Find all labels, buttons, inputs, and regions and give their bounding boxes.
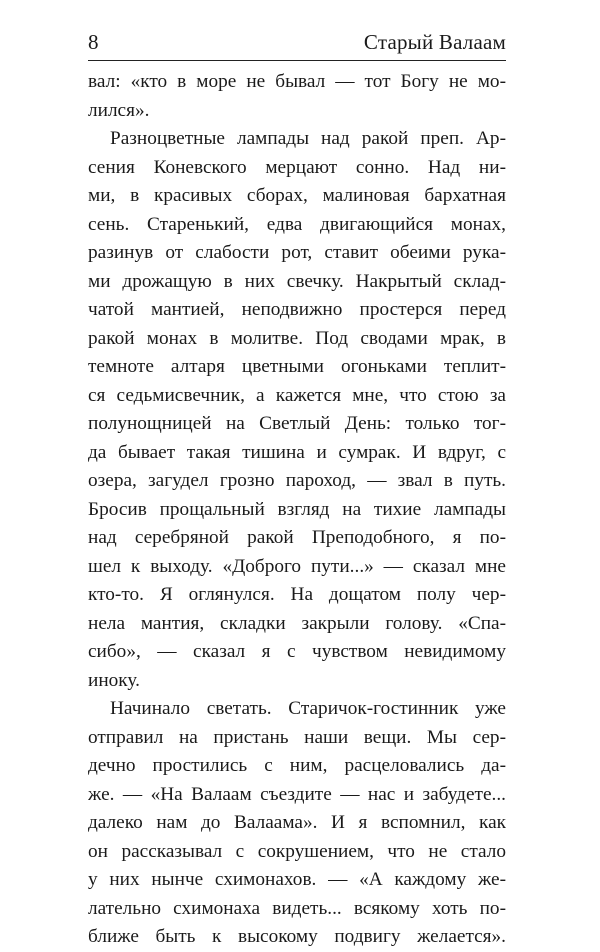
text-line: Разноцветные лампады над ракой преп. Ар-: [110, 128, 506, 149]
text-line: озера, загудел грозно пароход, — звал в путь.: [88, 470, 506, 491]
text-line: ся седьмисвечник, а кажется мне, что стою за: [88, 384, 506, 406]
body-text: [88, 68, 506, 952]
page-number: 8: [88, 30, 99, 54]
text-line: разинув от слабости рот, ставит обеими рука-: [88, 242, 506, 263]
text-line: Бросив прощальный взгляд на тихие лампады: [88, 498, 506, 520]
text-line: дечно простились с ним, расцеловались да-: [88, 755, 506, 776]
text-line: шел к выходу. «Доброго пути...» — сказал мне: [88, 555, 506, 577]
text-line: да бывает такая тишина и сумрак. И вдруг, с: [88, 441, 506, 463]
text-line: нела мантия, складки закрыли голову. «Спа-: [88, 612, 506, 634]
header-rule: [88, 60, 506, 61]
text-line: чатой мантией, неподвижно простерся перед: [88, 299, 506, 320]
text-line: лился».: [88, 99, 150, 121]
paragraph: [88, 68, 506, 125]
text-line: же. — «На Валаам съездите — нас и забудете...: [88, 783, 506, 805]
text-line: сибо», — сказал я с чувством невидимому: [88, 641, 506, 662]
text-line: Начинало светать. Старичок-гостинник уже: [110, 698, 506, 719]
paragraph: [88, 695, 506, 952]
text-line: сень. Старенький, едва двигающийся монах,: [88, 213, 506, 235]
text-line: далеко нам до Валаама». И я вспомнил, как: [88, 812, 506, 833]
text-line: сения Коневского мерцают сонно. Над ни-: [88, 156, 506, 178]
text-line: ми дрожащую в них свечку. Накрытый склад-: [88, 270, 506, 292]
running-title: Старый Валаам: [363, 30, 506, 54]
text-line: ближе быть к высокому подвигу желается».: [88, 926, 506, 947]
paragraph: [88, 125, 506, 695]
text-line: иноку.: [88, 669, 140, 691]
text-line: вал: «кто в море не бывал — тот Богу не мо-: [88, 71, 506, 92]
running-head: [88, 22, 506, 62]
text-line: у них нынче схимонахов. — «А каждому же-: [88, 869, 506, 890]
text-line: темноте алтаря цветными огоньками теплит-: [88, 356, 506, 377]
text-line: отправил на пристань наши вещи. Мы сер-: [88, 726, 506, 748]
text-line: ракой монах в молитве. Под сводами мрак, в: [88, 327, 506, 349]
text-line: над серебряной ракой Преподобного, я по-: [88, 527, 506, 548]
text-line: кто-то. Я оглянулся. На дощатом полу чер-: [88, 584, 506, 605]
text-line: полунощницей на Светлый День: только тог-: [88, 413, 506, 434]
text-line: ми, в красивых сборах, малиновая бархатная: [88, 185, 506, 206]
text-line: лательно схимонаха видеть... всякому хоть по-: [88, 897, 506, 919]
text-line: он рассказывал с сокрушением, что не стало: [88, 840, 506, 862]
